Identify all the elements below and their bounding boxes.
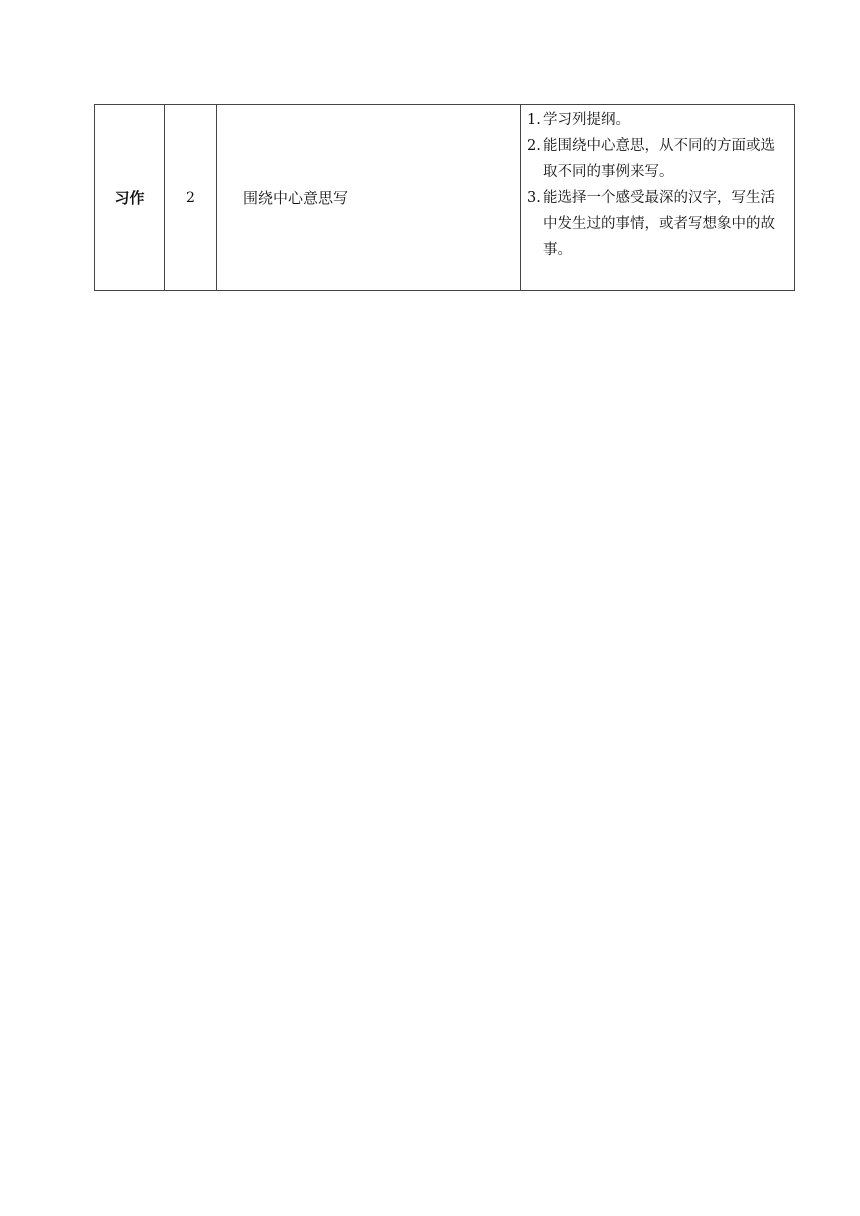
goal-number: 3. [527, 190, 541, 206]
topic-cell: 围绕中心意思写 [217, 105, 521, 291]
class-hours-cell: 2 [165, 105, 217, 291]
goal-text: 学习列提纲。 [543, 112, 630, 128]
goal-number: 2. [527, 138, 541, 154]
goal-text: 能选择一个感受最深的汉字，写生活中发生过的事情，或者写想象中的故事。 [543, 190, 775, 258]
lesson-plan-table [94, 104, 795, 291]
lesson-type-cell: 习作 [95, 105, 165, 291]
goal-item [527, 185, 788, 263]
goal-item [527, 107, 788, 133]
goals-cell [521, 105, 795, 291]
table-row [95, 105, 795, 291]
goal-text: 能围绕中心意思，从不同的方面或选取不同的事例来写。 [543, 138, 775, 180]
goal-number: 1. [527, 112, 541, 128]
goal-item [527, 133, 788, 185]
